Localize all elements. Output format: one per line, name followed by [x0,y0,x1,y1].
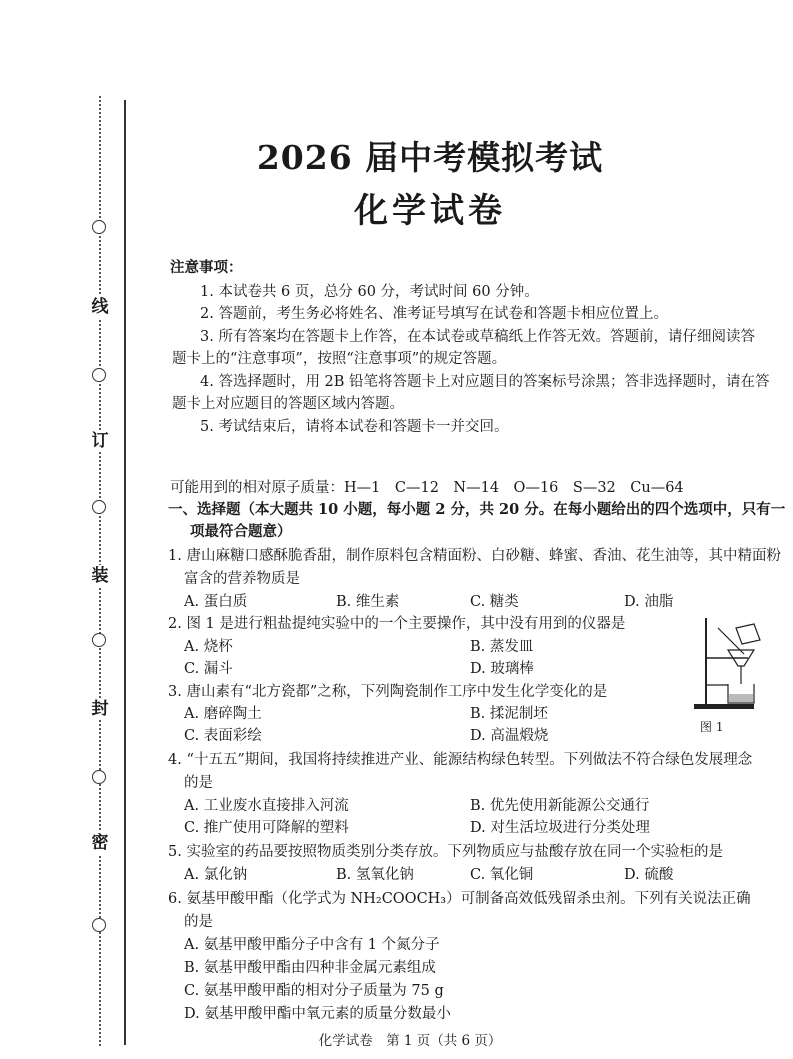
notes-item: 4. 答选择题时，用 2B 铅笔将答题卡上对应题目的答案标号涂黑；答非选择题时，请在答 [200,374,770,390]
question-2-option-d: D. 玻璃棒 [470,661,534,677]
question-1-option-b: B. 维生素 [336,594,400,610]
figure-caption: 图 1 [700,720,724,734]
binding-char: 线 [88,296,112,318]
question-2-option-a: A. 烧杯 [184,639,233,655]
question-6-stem-cont: 的是 [184,914,213,930]
question-3-option-a: A. 磨碎陶土 [184,706,262,722]
binding-margin [0,0,130,1059]
question-1-option-a: A. 蛋白质 [184,594,248,610]
question-1-stem-cont: 富含的营养物质是 [184,571,300,587]
notes-item: 题卡上对应题目的答题区域内答题。 [172,396,404,412]
notes-item: 题卡上的“注意事项”，按照“注意事项”的规定答题。 [172,351,507,367]
notes-item: 1. 本试卷共 6 页，总分 60 分，考试时间 60 分钟。 [200,284,539,300]
question-6-option-d: D. 氨基甲酸甲酯中氧元素的质量分数最小 [184,1006,451,1022]
question-6-stem: 6. 氨基甲酸甲酯（化学式为 NH₂COOCH₃）可制备高效低残留杀虫剂。下列有关说法正确 [168,891,751,907]
question-4-stem-cont: 的是 [184,775,213,791]
atomic-masses: 可能用到的相对原子质量：H—1 C—12 N—14 O—16 S—32 Cu—64 [170,480,684,496]
question-4-stem: 4. “十五五”期间，我国将持续推进产业、能源结构绿色转型。下列做法不符合绿色发展理念 [168,752,753,768]
binding-circle-icon [92,220,106,234]
question-6-option-b: B. 氨基甲酸甲酯由四种非金属元素组成 [184,960,436,976]
question-3-option-c: C. 表面彩绘 [184,728,262,744]
question-1-option-d: D. 油脂 [624,594,674,610]
binding-char: 订 [88,430,112,452]
question-3-stem: 3. 唐山素有“北方瓷都”之称，下列陶瓷制作工序中发生化学变化的是 [168,684,608,700]
filtration-apparatus-figure [688,610,770,720]
section-heading: 一、选择题（本大题共 10 小题，每小题 2 分，共 20 分。在每小题给出的四个选项中，只有一 [168,501,786,518]
binding-circle-icon [92,770,106,784]
question-3-option-d: D. 高温煅烧 [470,728,549,744]
section-heading-cont: 项最符合题意） [190,523,292,540]
page-footer: 化学试卷 第 1 页（共 6 页） [318,1033,502,1049]
exam-title: 2026 届中考模拟考试 [256,138,604,177]
binding-char: 密 [88,832,112,854]
binding-circle-icon [92,368,106,382]
question-1-option-c: C. 糖类 [470,594,519,610]
question-4-option-d: D. 对生活垃圾进行分类处理 [470,820,650,836]
binding-char: 装 [88,565,112,587]
question-4-option-c: C. 推广使用可降解的塑料 [184,820,349,836]
question-5-option-c: C. 氧化铜 [470,867,534,883]
question-6-option-c: C. 氨基甲酸甲酯的相对分子质量为 75 g [184,983,444,999]
question-5-option-b: B. 氢氧化钠 [336,867,414,883]
notes-item: 3. 所有答案均在答题卡上作答，在本试卷或草稿纸上作答无效。答题前，请仔细阅读答 [200,329,755,345]
question-5-option-d: D. 硫酸 [624,867,674,883]
question-5-option-a: A. 氯化钠 [184,867,248,883]
exam-subtitle: 化学试卷 [354,191,506,231]
question-6-option-a: A. 氨基甲酸甲酯分子中含有 1 个氮分子 [184,937,440,953]
question-2-stem: 2. 图 1 是进行粗盐提纯实验中的一个主要操作，其中没有用到的仪器是 [168,616,626,632]
notes-heading: 注意事项： [170,259,243,276]
question-3-option-b: B. 揉泥制坯 [470,706,548,722]
notes-item: 2. 答题前，考生务必将姓名、准考证号填写在试卷和答题卡相应位置上。 [200,306,668,322]
binding-circle-icon [92,500,106,514]
binding-circle-icon [92,633,106,647]
binding-char: 封 [88,698,112,720]
question-5-stem: 5. 实验室的药品要按照物质类别分类存放。下列物质应与盐酸存放在同一个实验柜的是 [168,844,723,860]
binding-circle-icon [92,918,106,932]
question-1-stem: 1. 唐山麻糖口感酥脆香甜，制作原料包含精面粉、白砂糖、蜂蜜、香油、花生油等，其中精面粉 [168,548,781,564]
question-2-option-c: C. 漏斗 [184,661,233,677]
question-2-option-b: B. 蒸发皿 [470,639,534,655]
notes-item: 5. 考试结束后，请将本试卷和答题卡一并交回。 [200,419,509,435]
question-4-option-b: B. 优先使用新能源公交通行 [470,798,650,814]
question-4-option-a: A. 工业废水直接排入河流 [184,798,349,814]
binding-solid-line [124,100,126,1045]
